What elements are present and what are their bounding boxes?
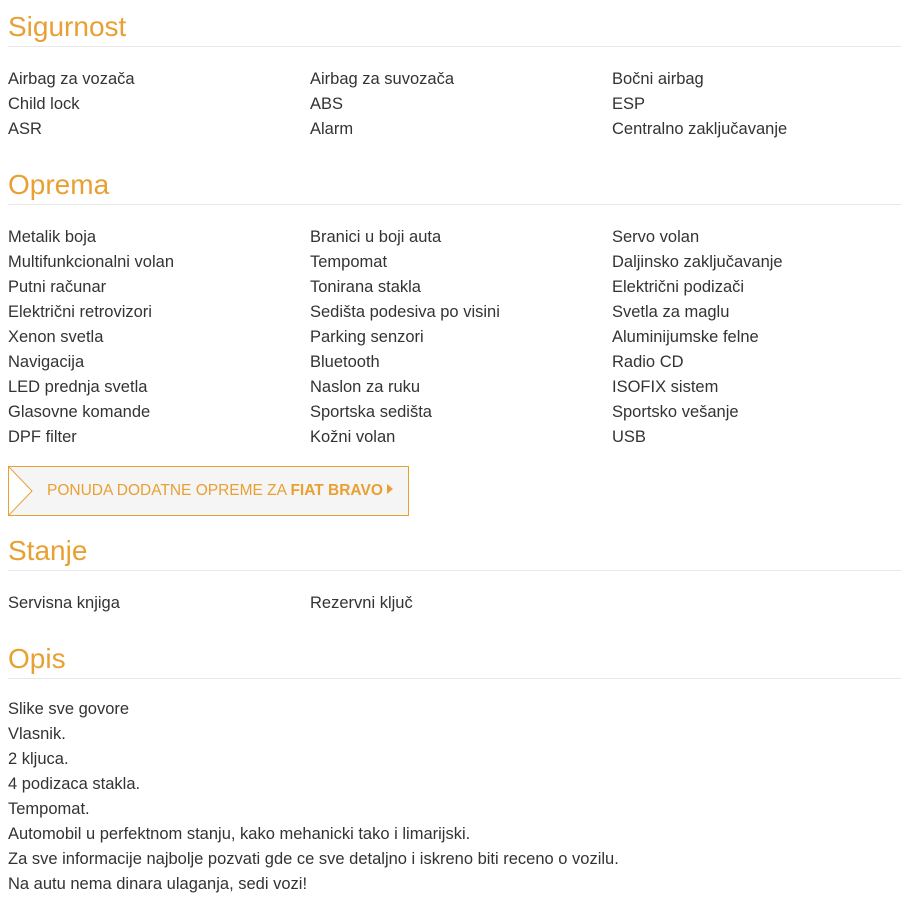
additional-equipment-label [47, 482, 393, 500]
list-item: Airbag za vozača [8, 70, 135, 88]
list-item: Servo volan [612, 228, 700, 246]
list-item: LED prednja svetla [8, 378, 148, 396]
description-line: 4 podizaca stakla. [8, 775, 141, 793]
list-item: Sportska sedišta [310, 403, 432, 421]
description-line: 2 kljuca. [8, 750, 69, 768]
description-line: Tempomat. [8, 800, 90, 818]
cta-brand: FIAT BRAVO [290, 482, 383, 499]
list-item: Servisna knjiga [8, 594, 120, 612]
list-item: Glasovne komande [8, 403, 151, 421]
list-item: Radio CD [612, 353, 684, 371]
caret-right-icon [387, 484, 393, 494]
section-title-stanje: Stanje [8, 524, 901, 571]
list-item: Električni podizači [612, 278, 745, 296]
oprema-list [8, 205, 901, 466]
list-item: Metalik boja [8, 228, 97, 246]
stanje-list [8, 571, 901, 632]
list-item: Daljinsko zaključavanje [612, 253, 783, 271]
list-item: Multifunkcionalni volan [8, 253, 175, 271]
list-item: Tempomat [310, 253, 388, 271]
description-line: Na autu nema dinara ulaganja, sedi vozi! [8, 875, 308, 893]
list-item: ESP [612, 95, 646, 113]
list-item: Tonirana stakla [310, 278, 421, 296]
description-line: Vlasnik. [8, 725, 66, 743]
description-line: Za sve informacije najbolje pozvati gde ce sve detaljno i iskreno biti receno o vozilu. [8, 850, 619, 868]
additional-equipment-wrap [8, 466, 901, 524]
list-item: Naslon za ruku [310, 378, 421, 396]
section-title-sigurnost: Sigurnost [8, 0, 901, 47]
additional-equipment-button[interactable] [8, 466, 409, 516]
list-item: Alarm [310, 120, 354, 138]
list-item: Putni računar [8, 278, 107, 296]
description-line: Slike sve govore [8, 700, 130, 718]
sigurnost-list [8, 47, 901, 158]
list-item: Bluetooth [310, 353, 380, 371]
section-title-oprema: Oprema [8, 158, 901, 205]
list-item: ASR [8, 120, 42, 138]
list-item: Child lock [8, 95, 80, 113]
list-item: ABS [310, 95, 344, 113]
list-item: ISOFIX sistem [612, 378, 719, 396]
list-item: USB [612, 428, 646, 446]
chevron-right-icon [8, 466, 38, 516]
list-item: Svetla za maglu [612, 303, 730, 321]
list-item: Branici u boji auta [310, 228, 442, 246]
list-item: Bočni airbag [612, 70, 704, 88]
description-line: Automobil u perfektnom stanju, kako mehanicki tako i limarijski. [8, 825, 471, 843]
list-item: Sedišta podesiva po visini [310, 303, 500, 321]
list-item: Xenon svetla [8, 328, 104, 346]
list-item: Aluminijumske felne [612, 328, 759, 346]
description-text [8, 679, 901, 897]
list-item: Centralno zaključavanje [612, 120, 788, 138]
list-item: Električni retrovizori [8, 303, 152, 321]
list-item: Rezervni ključ [310, 594, 413, 612]
list-item: DPF filter [8, 428, 77, 446]
list-item: Parking senzori [310, 328, 424, 346]
list-item: Airbag za suvozača [310, 70, 454, 88]
list-item: Kožni volan [310, 428, 396, 446]
list-item: Sportsko vešanje [612, 403, 739, 421]
section-title-opis: Opis [8, 632, 901, 679]
list-item: Navigacija [8, 353, 85, 371]
cta-prefix: PONUDA DODATNE OPREME ZA [47, 482, 287, 499]
